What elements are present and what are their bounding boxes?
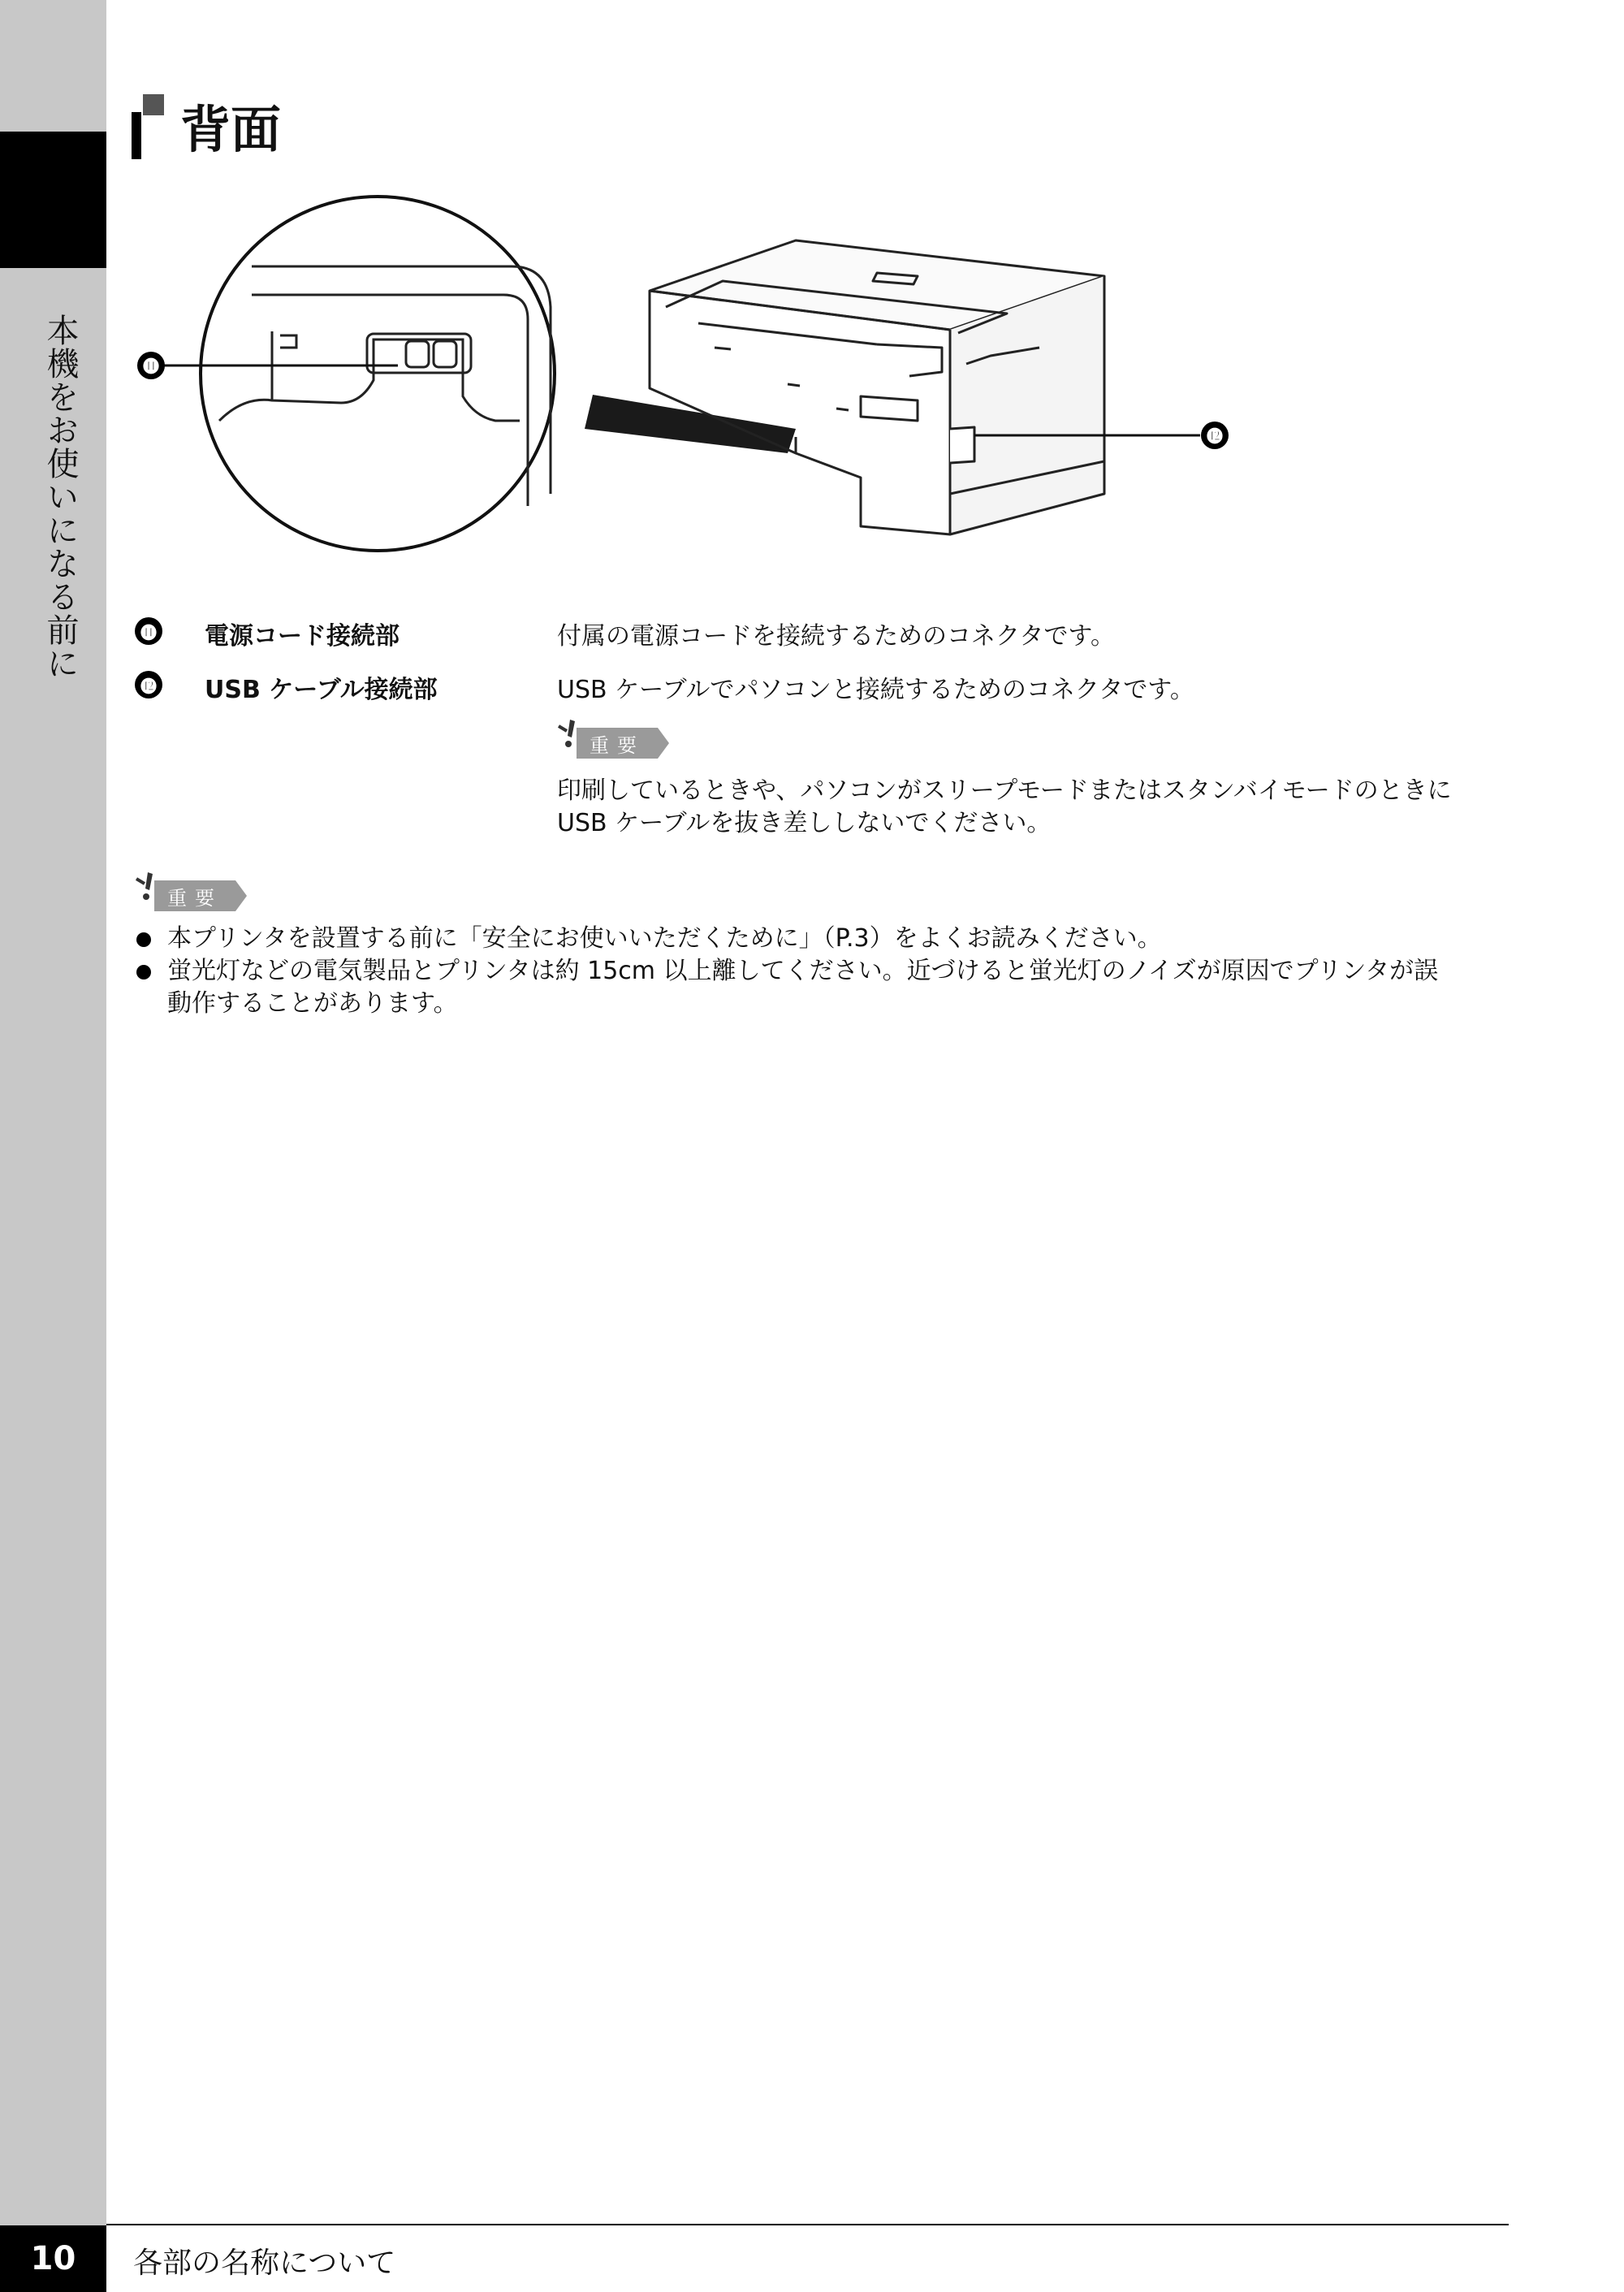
page-title: 背面 [180,100,282,159]
bullet-icon [136,932,151,947]
list-item [132,955,1512,1020]
part-number: ⓬ [135,671,162,698]
part-description: 付属の電源コードを接続するためのコネクタです。 [557,622,1115,651]
usb-note-line: 印刷しているときや、パソコンがスリープモードまたはスタンバイモードのときに [557,776,1452,805]
heading-marker-icon [132,94,164,159]
footer-title: 各部の名称について [133,2247,396,2280]
bullet-icon [136,965,151,980]
part-name: 電源コード接続部 [205,622,400,651]
section-label: 本機をお使いになる前に [41,314,79,680]
part-description: USB ケーブルでパソコンと接続するためのコネクタです。 [557,676,1194,704]
footer-divider [106,2224,1509,2225]
side-tab-marker [0,132,106,268]
note-text: 本プリンタを設置する前に「安全にお使いいただくために」（P.3）をよくお読みください。 [167,924,1162,953]
callout-12-label: ⓬ [1207,426,1223,446]
note-text: 蛍光灯などの電気製品とプリンタは約 15cm 以上離してください。近づけると蛍光灯のノイズが原因でプリンタが誤 [167,957,1439,985]
part-number: ⓫ [135,617,162,645]
important-label: 重要 [154,880,235,911]
printer-rear-illustration [130,185,1250,567]
note-text: 動作することがあります。 [167,989,458,1018]
important-notes [132,923,1512,1020]
important-label: 重要 [577,728,658,759]
usb-note-line: USB ケーブルを抜き差ししないでください。 [557,809,1052,837]
usb-note [557,775,1452,840]
page-number: 10 [0,2225,106,2292]
list-item [132,923,1512,955]
part-name: USB ケーブル接続部 [205,676,438,704]
callout-11-label: ⓫ [143,357,159,376]
